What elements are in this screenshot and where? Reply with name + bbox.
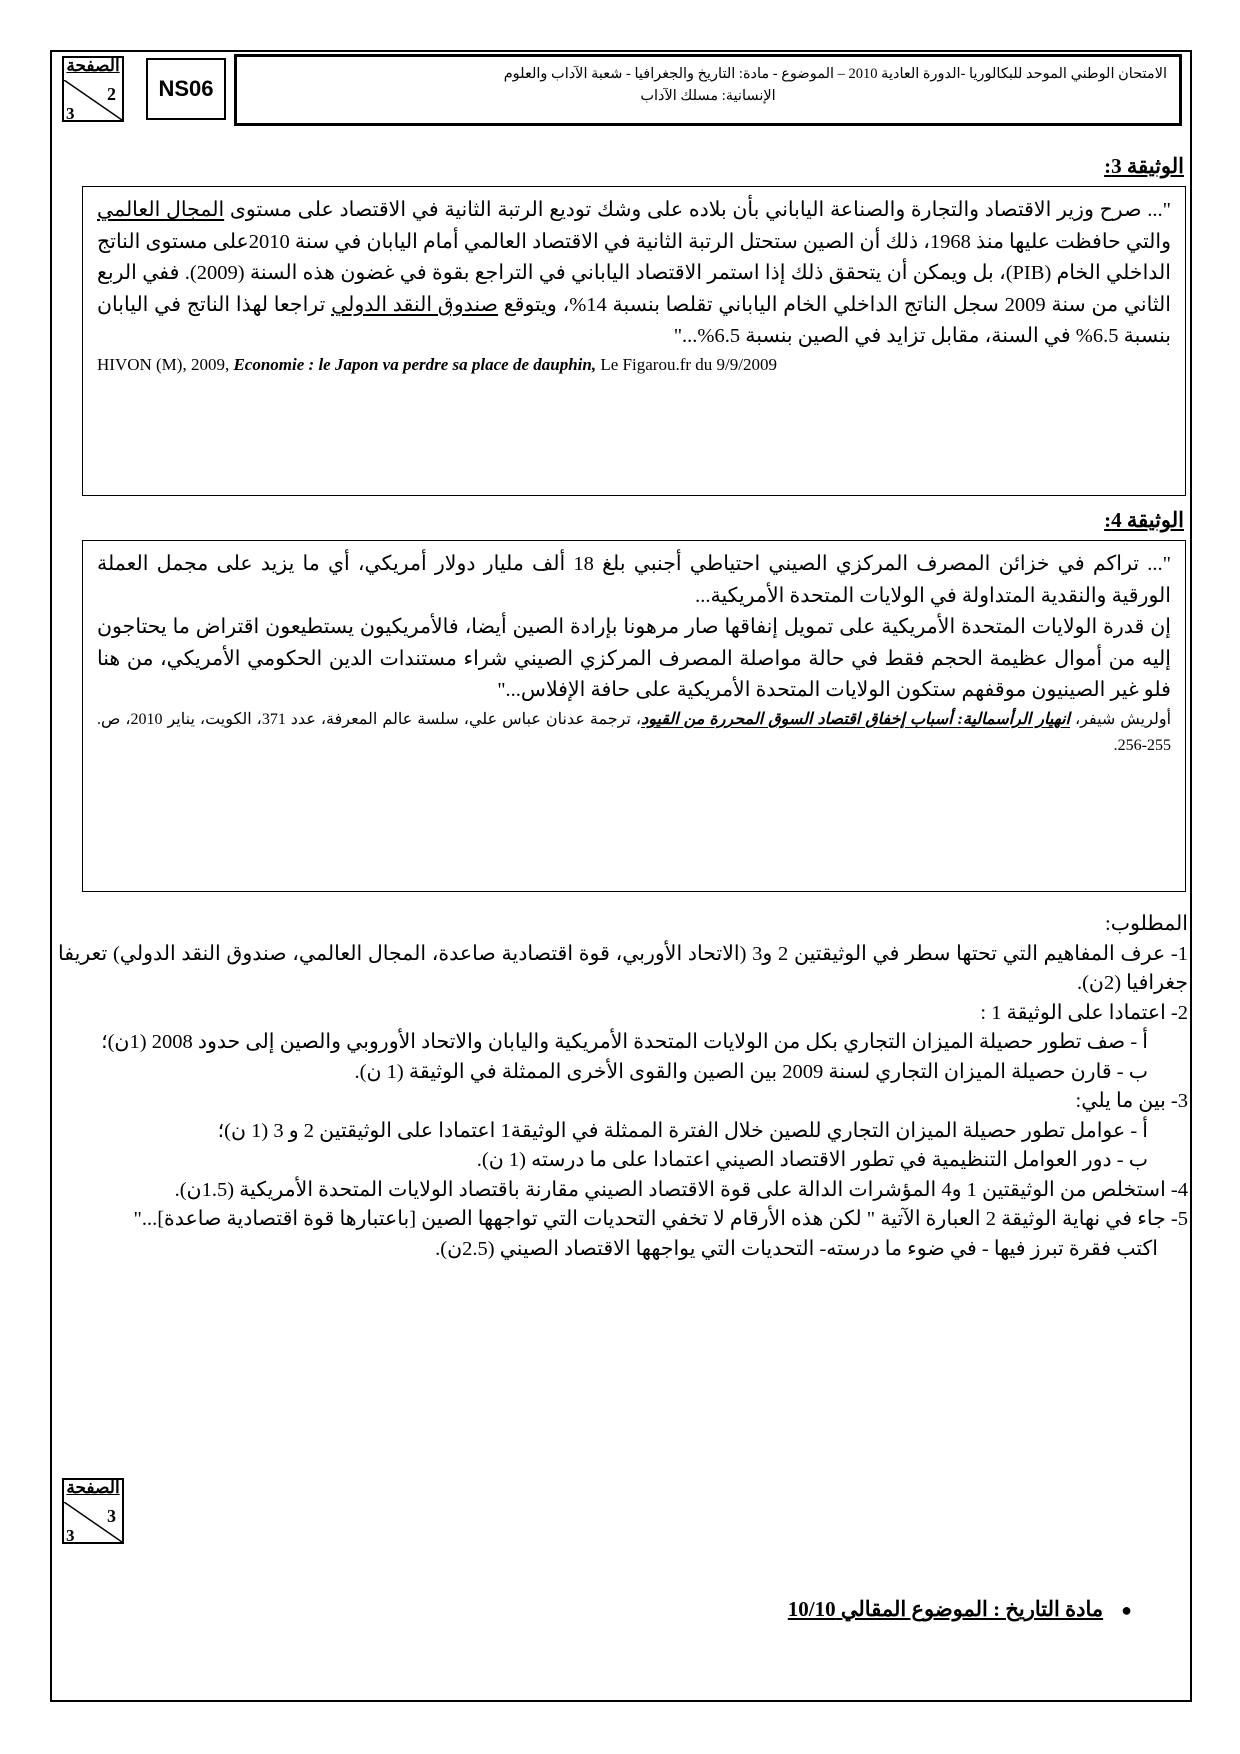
history-heading-text: مادة التاريخ : الموضوع المقالي 10/10 bbox=[787, 1597, 1104, 1621]
page-number-2: 3 bbox=[107, 1506, 116, 1526]
doc3-box bbox=[82, 186, 1186, 496]
question-5: 5- جاء في نهاية الوثيقة 2 العبارة الآتية " لكن هذه الأرقام لا تخفي التحديات التي تواجهها الصين [باعتبارها قوة اقتصادية صاعدة]..." bbox=[133, 1208, 1188, 1230]
question-4: 4- استخلص من الوثيقتين 1 و4 المؤشرات الدالة على قوة الاقتصاد الصيني مقارنة باقتصاد الولايات المتحدة الأمريكية (1.5ن). bbox=[174, 1178, 1188, 1201]
questions-section bbox=[58, 910, 1188, 1264]
page-total-2: 3 bbox=[66, 1526, 75, 1545]
questions-heading: المطلوب: bbox=[1105, 913, 1188, 935]
page-label: الصفحة bbox=[66, 56, 120, 75]
exam-title-line1: الامتحان الوطني الموحد للبكالوريا -الدورة العادية 2010 – الموضوع - مادة: التاريخ والجغرافيا - شعبة الآداب والعلوم bbox=[503, 66, 1167, 82]
exam-header bbox=[62, 54, 1182, 130]
bullet-icon: ● bbox=[1121, 1600, 1132, 1620]
doc4-source-author: أولريش شيفر، bbox=[1070, 710, 1172, 728]
doc3-source-publication: Le Figarou.fr du 9/9/2009 bbox=[596, 354, 777, 374]
doc3-source-title: Economie : le Japon va perdre sa place de dauphin, bbox=[233, 354, 597, 374]
doc3-term-global-space: المجال العالمي bbox=[97, 199, 225, 221]
question-3a: أ - عوامل تطور حصيلة الميزان التجاري للصين خلال الفترة الممثلة في الوثيقة1 اعتمادا على الوثيقتين 2 و 3 (1 ن)؛ bbox=[217, 1119, 1148, 1142]
doc3-source-author: HIVON (M), 2009, bbox=[97, 354, 234, 374]
question-2: 2- اعتمادا على الوثيقة 1 : bbox=[980, 1001, 1188, 1024]
doc4-source-details: ، ترجمة عدنان عباس علي، سلسة عالم المعرفة، عدد 371، الكويت، يناير 2010، ص. 255-256. bbox=[97, 710, 1171, 754]
question-2a: أ - صف تطور حصيلة الميزان التجاري بكل من الولايات المتحدة الأمريكية واليابان والاتحاد الأوروبي والصين إلى حدود 2008 (1ن)؛ bbox=[101, 1031, 1148, 1053]
page-number: 2 bbox=[107, 84, 116, 104]
history-section-heading bbox=[788, 1597, 1132, 1622]
doc3-body bbox=[97, 195, 1171, 353]
doc3-text-b: والتي حافظت عليها منذ 1968، ذلك أن الصين ستحتل الرتبة الثانية في الاقتصاد العالمي أمام اليابان في سنة 2010على مستوى الناتج الداخلي الخام (PIB)، بل ويمكن أن يتحقق ذلك إذا استمر الاقتصاد الياباني في التراجع بقوة في غضون هذه السنة (2009). ففي الربع الثاني من سنة 2009 سجل الناتج الداخلي الخام الياباني تقلصا بنسبة 14%، ويتوقع bbox=[97, 230, 1172, 316]
doc3-title: الوثيقة 3: bbox=[1104, 154, 1184, 178]
question-3: 3- بين ما يلي: bbox=[1075, 1090, 1188, 1112]
doc3-term-imf: صندوق النقد الدولي bbox=[331, 293, 498, 316]
doc4-source bbox=[97, 707, 1171, 759]
doc4-box bbox=[82, 540, 1186, 892]
exam-title-line2: الإنسانية: مسلك الآداب bbox=[640, 88, 776, 104]
doc4-source-title: انهيار الرأسمالية: أسباب إخفاق اقتصاد السوق المحررة من القيود bbox=[641, 710, 1070, 728]
question-5b: اكتب فقرة تبرز فيها - في ضوء ما درسته- التحديات التي يواجهها الاقتصاد الصيني (2.5ن). bbox=[435, 1237, 1158, 1260]
question-1: 1- عرف المفاهيم التي تحتها سطر في الوثيقتين 2 و3 (الاتحاد الأوربي، قوة اقتصادية صاعدة، المجال العالمي، صندوق النقد الدولي) تعريفا جغرافيا (2ن). bbox=[58, 942, 1188, 994]
exam-code: NS06 bbox=[146, 58, 226, 120]
page-total: 3 bbox=[66, 104, 75, 123]
page-number-box-2 bbox=[62, 1478, 124, 1544]
page-number-box bbox=[62, 56, 124, 122]
page-label-2: الصفحة bbox=[66, 1478, 120, 1497]
question-3b: ب - دور العوامل التنظيمية في تطور الاقتصاد الصيني اعتمادا على ما درسته (1 ن). bbox=[476, 1149, 1148, 1171]
question-2b: ب - قارن حصيلة الميزان التجاري لسنة 2009 بين الصين والقوى الأخرى الممثلة في الوثيقة (1 ن). bbox=[354, 1060, 1148, 1083]
doc3-text-a: "... صرح وزير الاقتصاد والتجارة والصناعة الياباني بأن بلاده على وشك توديع الرتبة الثانية في الاقتصاد على مستوى bbox=[224, 199, 1171, 221]
doc4-paragraph-1: "... تراكم في خزائن المصرف المركزي الصيني احتياطي أجنبي بلغ 18 ألف مليار دولار أمريكي، أي ما يزيد على مجمل العملة الورقية والنقدية المتداولة في الولايات المتحدة الأمريكية... bbox=[97, 553, 1171, 607]
exam-title-box bbox=[234, 54, 1182, 126]
doc4-paragraph-2: إن قدرة الولايات المتحدة الأمريكية على تمويل إنفاقها صار مرهونا بإرادة الصين أيضا، فالأمريكيون يستطيعون اقتراض ما يحتاجون إليه من أموال عظيمة الحجم فقط في حالة مواصلة المصرف المركزي الصيني شراء مستندات الدين الحكومي الأمريكي، من هنا فلو غير الصينيون موقفهم ستكون الولايات المتحدة الأمريكية على حافة الإفلاس..." bbox=[97, 616, 1171, 701]
doc4-title: الوثيقة 4: bbox=[1104, 508, 1184, 532]
doc3-text-c: تراجعا لهذا الناتج في اليابان بنسبة 6.5% في السنة، مقابل تزايد في الصين بنسبة 6.5%..." bbox=[97, 293, 1171, 347]
doc3-source bbox=[97, 353, 1171, 377]
